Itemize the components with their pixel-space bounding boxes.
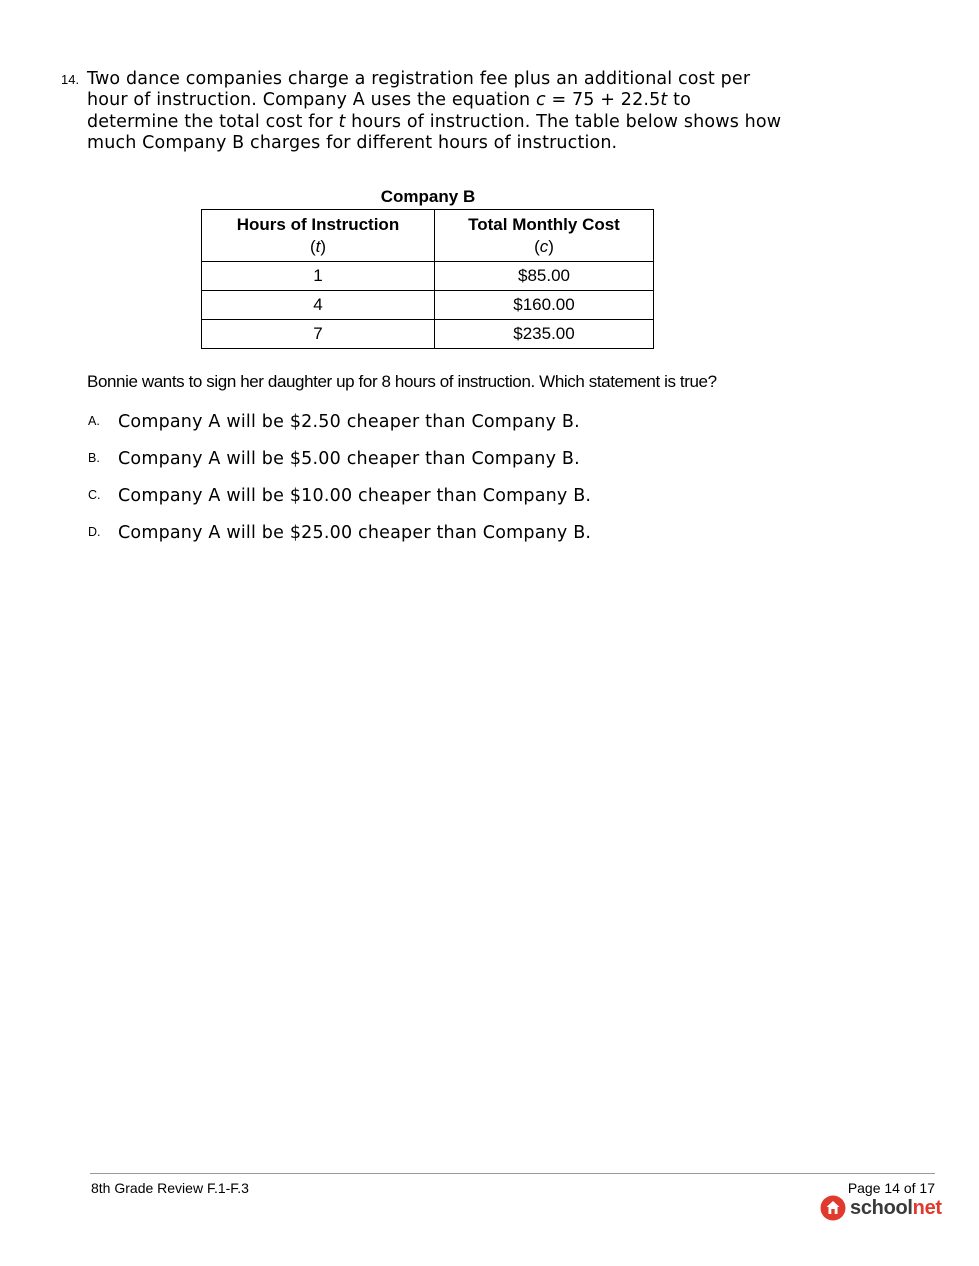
stem-text-3: hours of instruction. The table below shows how much Company B charges for different hours of instruction. [87,111,782,153]
logo-text-school: school [850,1196,913,1219]
table-cell-cost: $85.00 [435,262,654,291]
stem-text-2: to determine the total cost for [87,90,691,132]
header-hours-label: Hours of Instruction [236,214,400,234]
company-b-table [201,209,654,349]
choice-text: Company A will be $10.00 cheaper than Company B. [118,486,592,506]
table-cell-hours: 4 [202,291,435,320]
table-cell-hours: 7 [202,320,435,349]
choice-text: Company A will be $25.00 cheaper than Company B. [118,523,592,543]
house-icon [820,1195,846,1221]
footer-page-number: Page 14 of 17 [847,1180,935,1196]
schoolnet-logo [820,1194,942,1222]
table-cell-cost: $235.00 [435,320,654,349]
choice-letter: B. [88,451,100,465]
equation-middle: = 75 + 22.5 [545,90,661,111]
table-row [202,262,654,291]
table-header-row [202,210,654,262]
choice-text: Company A will be $5.00 cheaper than Company B. [118,449,580,469]
question-prompt: Bonnie wants to sign her daughter up for 8 hours of instruction. Which statement is true? [87,372,717,391]
table-row [202,291,654,320]
header-cost-var: (c) [534,236,554,256]
equation-var-t: t [660,90,668,111]
header-cost-label: Total Monthly Cost [468,214,620,234]
footer-doc-title: 8th Grade Review F.1-F.3 [91,1180,249,1196]
logo-text [850,1197,942,1220]
header-cost [435,210,654,262]
header-hours-var: (t) [309,236,327,256]
stem-var-t: t [338,111,346,132]
choice-letter: D. [88,525,101,539]
table-row [202,320,654,349]
question-stem [87,69,787,154]
footer-divider [90,1173,935,1174]
table-cell-hours: 1 [202,262,435,291]
stem-text-1: Two dance companies charge a registration fee plus an additional cost per hour of instruction. Company A uses the equation [87,69,751,111]
choice-letter: A. [88,414,100,428]
choice-text: Company A will be $2.50 cheaper than Company B. [118,412,580,432]
header-hours [202,210,435,262]
choice-letter: C. [88,488,101,502]
table-cell-cost: $160.00 [435,291,654,320]
table-title: Company B [380,187,476,206]
logo-text-net: net [912,1196,942,1219]
question-number: 14. [61,72,80,87]
equation-var-c: c [535,90,546,111]
